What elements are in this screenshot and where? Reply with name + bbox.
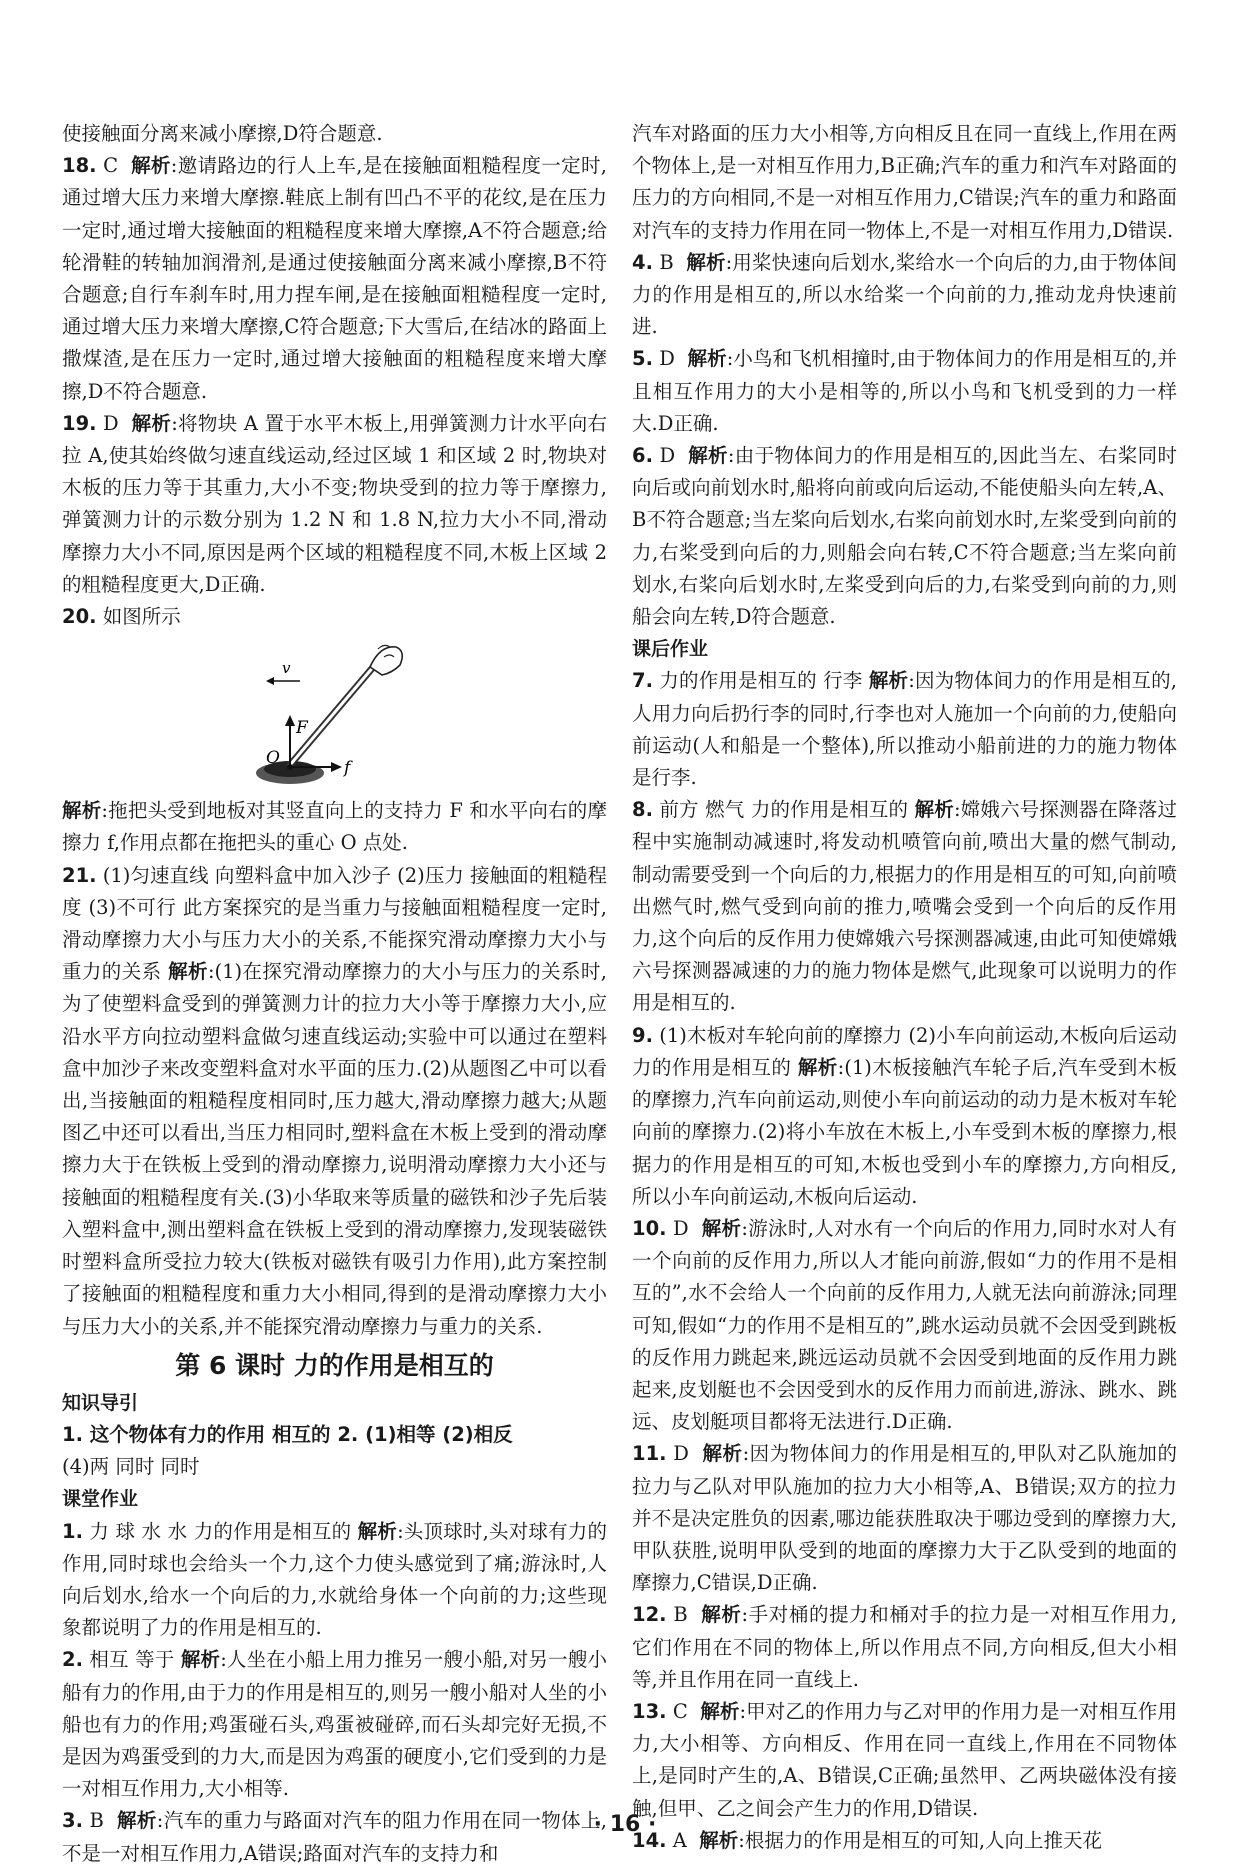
analysis-text: :汽车的重力与路面对汽车的阻力作用在同一物体上,不是一对相互作用力,A错误;路面对汽车的支持力和	[62, 1809, 607, 1865]
question-number: 13.	[632, 1699, 667, 1723]
analysis-text: :将物块 A 置于水平木板上,用弹簧测力计水平向右拉 A,使其始终做匀速直线运动,经过区域 1 和区域 2 时,物块对木板的压力等于其重力,大小不变;物块受到的拉力等于摩擦力,弹簧测力计的示数分别为 1.2 N 和 1.8 N,拉力大小不同,滑动摩擦力大小不同,原因是两个区域的粗糙程度不同,木板上区域 2 的粗糙程度更大,D正确.	[62, 411, 607, 596]
answer-choice: D	[666, 1216, 696, 1240]
page-number: · 16 ·	[593, 1812, 657, 1837]
question-number: 19.	[62, 411, 97, 435]
guide-line-1	[62, 1419, 607, 1451]
answer-choice: B	[652, 250, 680, 274]
answer-21	[62, 860, 607, 1343]
question-number: 20.	[62, 605, 97, 629]
question-number: 6.	[632, 444, 653, 468]
section-heading-ketang: 课堂作业	[62, 1488, 139, 1511]
label-O: O	[266, 748, 280, 769]
answer-19	[62, 408, 607, 601]
guide-text: 1. 这个物体有力的作用 相互的 2. (1)相等 (2)相反	[62, 1422, 513, 1446]
section-heading-kehou: 课后作业	[632, 638, 709, 661]
question-number: 8.	[632, 798, 653, 822]
question-number: 4.	[632, 250, 653, 274]
question-number: 1.	[62, 1519, 83, 1543]
homework-7	[632, 665, 1177, 794]
analysis-text: :拖把头受到地板对其竖直向上的支持力 F 和水平向右的摩擦力 f,作用点都在拖把头的重心 O 点处.	[62, 799, 607, 855]
analysis-label: 解析	[688, 444, 728, 468]
answer-17-tail: 使接触面分离来减小摩擦,D符合题意.	[62, 122, 383, 145]
homework-10	[632, 1213, 1177, 1438]
classwork-5	[632, 343, 1177, 440]
analysis-label: 解析	[868, 669, 909, 693]
answer-18	[62, 150, 607, 408]
analysis-text: :由于物体间力的作用是相互的,因此当左、右桨同时向后或向前划水时,船将向前或向后运动,不能使船头向左转,A、B不符合题意;当左桨向后划水,右桨向前划水时,左桨受到向前的力,右桨受到向后的力,则船会向右转,C不符合题意;当左桨向前划水,右桨向后划水时,左桨受到向后的力,右桨受到向前的力,则船会向左转,D符合题意.	[632, 444, 1178, 629]
velocity-arrowhead	[266, 677, 274, 685]
question-number: 7.	[632, 669, 653, 693]
question-number: 14.	[632, 1828, 667, 1852]
analysis-text: :邀请路边的行人上车,是在接触面粗糙程度一定时,通过增大压力来增大摩擦.鞋底上制有凹凸不平的花纹,是在压力一定时,通过增大接触面的粗糙程度来增大摩擦,A不符合题意;给轮滑鞋的转轴加润滑剂,是通过使接触面分离来减小摩擦,B不符合题意;自行车刹车时,用力捏车闸,是在接触面粗糙程度一定时,通过增大压力来增大摩擦,C符合题意;下大雪后,在结冰的路面上撒煤渣,是在压力一定时,通过增大接触面的粗糙程度来增大摩擦,D不符合题意.	[62, 154, 608, 403]
analysis-label: 解析	[701, 1216, 742, 1240]
answer-choice: D	[666, 1442, 696, 1466]
question-number: 9.	[632, 1023, 653, 1047]
analysis-text: :游泳时,人对水有一个向后的作用力,同时水对人有一个向前的反作用力,所以人才能向前游,假如“力的作用不是相互的”,水不会给人一个向前的反作用力,人就无法向前游泳;同理可知,假如“力的作用不是相互的”,跳水运动员就不会因受到跳板的反作用力跳起来,跳远运动员就不会因受到地面的反作用力跳起来,皮划艇也不会因受到水的反作用力而前进,游泳、跳水、跳远、皮划艇项目都将无法进行.D正确.	[632, 1216, 1177, 1434]
analysis-label: 解析	[700, 1699, 740, 1723]
question-number: 21.	[62, 863, 97, 887]
analysis-label: 解析	[687, 347, 727, 371]
right-column	[632, 118, 1177, 1857]
answer-choice: B	[82, 1809, 111, 1833]
analysis-text: :手对桶的提力和桶对手的拉力是一对相互作用力,它们作用在不同的物体上,所以作用点不同,方向相反,但大小相等,并且作用在同一直线上.	[632, 1603, 1177, 1691]
label-f: f	[344, 758, 351, 779]
answer-20	[62, 601, 607, 633]
analysis-label: 解析	[168, 960, 208, 984]
analysis-text: :(1)木板接触汽车轮子后,汽车受到木板的摩擦力,汽车向前运动,则使小车向前运动的动力是木板对车轮向前的摩擦力.(2)将小车放在木板上,小车受到木板的摩擦力,根据力的作用是相互的可知,木板也受到小车的摩擦力,方向相反,所以小车向前运动,木板向后运动.	[632, 1055, 1178, 1208]
answer-choice: A	[666, 1828, 694, 1852]
classwork-2	[62, 1644, 607, 1805]
answer-text: 力 球 水 水 力的作用是相互的	[82, 1519, 358, 1543]
analysis-label: 解析	[702, 1442, 743, 1466]
classwork-4	[632, 247, 1177, 344]
hand-icon	[370, 647, 402, 675]
answer-choice: D	[652, 347, 682, 371]
analysis-label: 解析	[117, 1809, 157, 1833]
analysis-label: 解析	[357, 1519, 398, 1543]
answer-choice: C	[96, 154, 125, 178]
analysis-label: 解析	[180, 1648, 221, 1672]
classwork-3-tail: 汽车对路面的压力大小相等,方向相反且在同一直线上,作用在两个物体上,是一对相互作用力,B正确;汽车的重力和汽车对路面的压力的方向相同,不是一对相互作用力,C错误;汽车的重力和路面对汽车的支持力作用在同一物体上,不是一对相互作用力,D错误.	[632, 122, 1177, 242]
homework-12	[632, 1599, 1177, 1696]
analysis-label: 解析	[131, 154, 171, 178]
answer-choice: B	[666, 1603, 695, 1627]
mop-handle-inner	[290, 659, 380, 765]
center-point-O	[287, 764, 293, 770]
answer-20-analysis	[62, 795, 607, 859]
label-F: F	[296, 718, 308, 739]
question-number: 12.	[632, 1603, 667, 1627]
analysis-text: :因为物体间力的作用是相互的,人用力向后扔行李的同时,行李也对人施加一个向前的力,使船向前运动(人和船是一个整体),所以推动小船前进的力的施力物体是行李.	[632, 669, 1177, 790]
analysis-text: :根据力的作用是相互的可知,人向上推天花	[738, 1828, 1103, 1852]
answer-choice: D	[96, 411, 126, 435]
mop-force-diagram	[62, 637, 607, 789]
answer-choice: D	[652, 444, 682, 468]
lesson-title: 第 6 课时 力的作用是相互的	[175, 1350, 494, 1380]
left-column	[62, 118, 607, 1870]
section-heading-zhishi: 知识导引	[62, 1391, 139, 1414]
homework-8	[632, 794, 1177, 1019]
analysis-text: :用桨快速向后划水,桨给水一个向后的力,由于物体间力的作用是相互的,所以水给桨一个向前的力,推动龙舟快速前进.	[632, 250, 1177, 339]
answer-text: 相互 等于	[82, 1648, 181, 1672]
analysis-label: 解析	[686, 250, 726, 274]
classwork-1	[62, 1516, 607, 1645]
guide-line-2: (4)两 同时 同时	[62, 1455, 200, 1479]
analysis-text: :人坐在小船上用力推另一艘小船,对另一艘小船有力的作用,由于力的作用是相互的,则另一艘小船对人坐的小船也有力的作用;鸡蛋碰石头,鸡蛋被碰碎,而石头却完好无损,不是因为鸡蛋受到的力大,而是因为鸡蛋的硬度小,它们受到的力是一对相互作用力,大小相等.	[62, 1648, 607, 1801]
analysis-label: 解析	[797, 1055, 838, 1079]
analysis-text: :甲对乙的作用力与乙对甲的作用力是一对相互作用力,大小相等、方向相反、作用在同一直线上,作用在不同物体上,是同时产生的,A、B错误,C正确;虽然甲、乙两块磁体没有接触,但甲、乙之间会产生力的作用,D错误.	[632, 1699, 1177, 1820]
answer-text: (1)匀速直线 向塑料盒中加入沙子 (2)压力 接触面的粗糙程度 (3)不可行 此方案探究的是当重力与接触面粗糙程度一定时,滑动摩擦力大小与压力大小的关系,不能探究滑动摩擦力大小与重力的关系	[62, 863, 607, 984]
analysis-text: :因为物体间力的作用是相互的,甲队对乙队施加的拉力与乙队对甲队施加的拉力大小相等,A、B错误;双方的拉力并不是决定胜负的因素,哪边能获胜取决于哪边受到的摩擦力大,甲队获胜,说明甲队受到的地面的摩擦力大于乙队受到的地面的摩擦力,C错误,D正确.	[632, 1442, 1177, 1595]
label-v: v	[282, 659, 291, 678]
analysis-text: :嫦娥六号探测器在降落过程中实施制动减速时,将发动机喷管向前,喷出大量的燃气制动,制动需要受到一个向后的力,根据力的作用是相互的可知,向前喷出燃气时,燃气受到向前的推力,喷嘴会受到一个向后的反作用力,这个向后的反作用力使嫦娥六号探测器减速,由此可知使嫦娥六号探测器减速的力的施力物体是燃气,此现象可以说明力的作用是相互的.	[632, 798, 1177, 1015]
analysis-label: 解析	[131, 411, 172, 435]
analysis-label: 解析	[914, 798, 954, 822]
analysis-text: :头顶球时,头对球有力的作用,同时球也会给头一个力,这个力使头感觉到了痛;游泳时,人向后划水,给水一个向后的力,水就给身体一个向前的力;这些现象都说明了力的作用是相互的.	[62, 1519, 607, 1640]
classwork-6	[632, 440, 1177, 633]
homework-11	[632, 1438, 1177, 1599]
analysis-text: :小鸟和飞机相撞时,由于物体间力的作用是相互的,并且相互作用力的大小是相等的,所以小鸟和飞机受到的力一样大.D正确.	[632, 347, 1178, 435]
question-number: 2.	[62, 1648, 83, 1672]
answer-text: (1)木板对车轮向前的摩擦力 (2)小车向前运动,木板向后运动 力的作用是相互的	[632, 1023, 1177, 1079]
friction-arrowhead	[331, 762, 342, 772]
question-number: 11.	[632, 1442, 667, 1466]
answer-text: 如图所示	[96, 605, 181, 629]
answer-choice: C	[666, 1699, 695, 1723]
answer-text: 前方 燃气 力的作用是相互的	[652, 798, 915, 822]
analysis-label: 解析	[62, 799, 102, 823]
mop-figure-svg	[240, 637, 440, 789]
analysis-text: :(1)在探究滑动摩擦力的大小与压力的关系时,为了使塑料盒受到的弹簧测力计的拉力大小等于摩擦力大小,应沿水平方向拉动塑料盒做匀速直线运动;实验中可以通过在塑料盒中加沙子来改变塑料盒对水平面的压力.(2)从题图乙中可以看出,当接触面的粗糙程度相同时,压力越大,滑动摩擦力越大;从题图乙中还可以看出,当压力相同时,塑料盒在木板上受到的滑动摩擦力大于在铁板上受到的滑动摩擦力,说明滑动摩擦力大小还与接触面的粗糙程度有关.(3)小华取来等质量的磁铁和沙子先后装入塑料盒中,测出塑料盒在铁板上受到的滑动摩擦力,发现装磁铁时塑料盒所受拉力较大(铁板对磁铁有吸引力作用),此方案控制了接触面的粗糙程度和重力大小相同,得到的是滑动摩擦力大小与压力大小的关系,并不能探究滑动摩擦力与重力的关系.	[62, 960, 607, 1338]
question-number: 3.	[62, 1809, 83, 1833]
homework-9	[632, 1020, 1177, 1213]
question-number: 10.	[632, 1216, 667, 1240]
question-number: 18.	[62, 154, 97, 178]
analysis-label: 解析	[701, 1603, 742, 1627]
analysis-label: 解析	[699, 1828, 739, 1852]
homework-13	[632, 1696, 1177, 1825]
support-force-arrowhead	[285, 715, 295, 726]
question-number: 5.	[632, 347, 653, 371]
answer-text: 力的作用是相互的 行李	[652, 669, 869, 693]
